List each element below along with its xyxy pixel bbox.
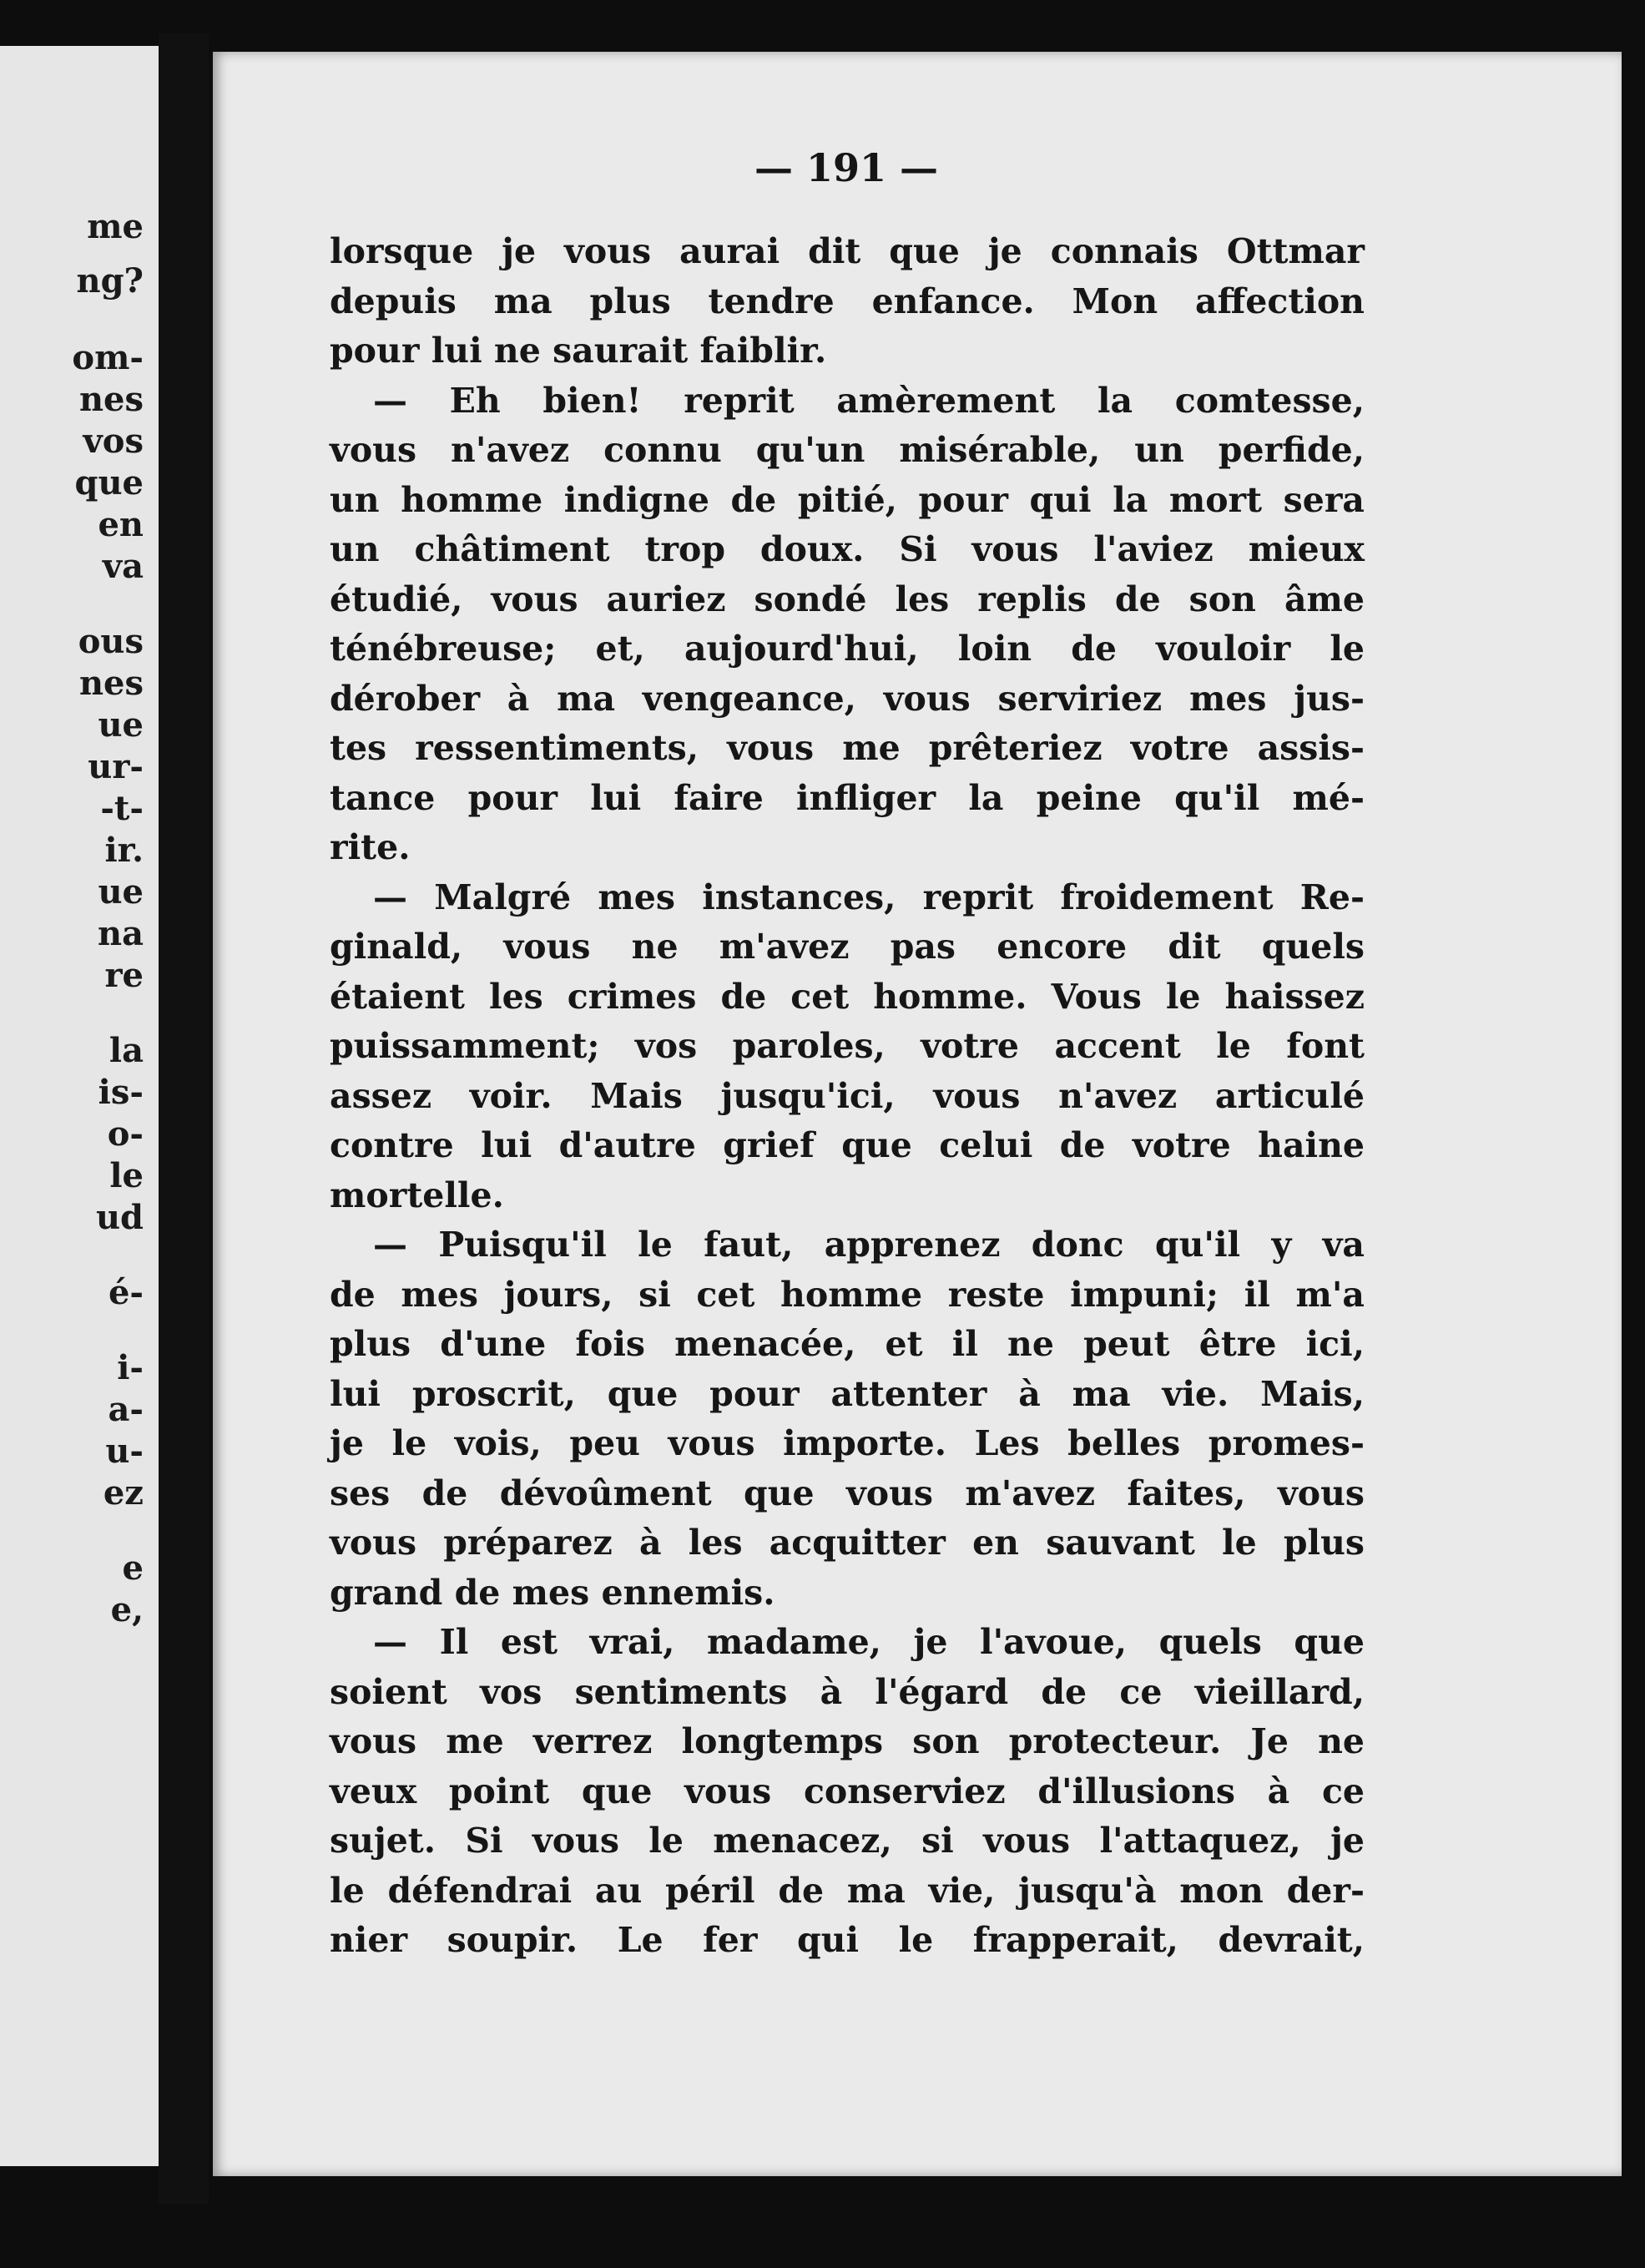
left-page-text-fragment: é- bbox=[108, 1273, 144, 1312]
left-page-text-fragment: ous bbox=[78, 622, 144, 661]
left-page-text-fragment: a- bbox=[108, 1390, 144, 1429]
left-page-text-fragment: ez bbox=[103, 1473, 144, 1513]
left-page-text-fragment: va bbox=[102, 547, 144, 586]
text-line: dérober à ma vengeance, vous serviriez mes jus- bbox=[330, 678, 1365, 719]
left-page-margin bbox=[0, 46, 159, 2166]
text-line: plus d'une fois menacée, et il ne peut être ici, bbox=[330, 1324, 1365, 1364]
main-page bbox=[213, 52, 1622, 2176]
text-line: sujet. Si vous le menacez, si vous l'attaquez, je bbox=[330, 1821, 1365, 1861]
left-page-text-fragment: u- bbox=[105, 1432, 144, 1471]
left-page-text-fragment: que bbox=[74, 463, 144, 503]
text-line: — Eh bien! reprit amèrement la comtesse, bbox=[373, 380, 1365, 421]
text-line: rite. bbox=[330, 827, 411, 867]
left-page-text-fragment: nes bbox=[78, 380, 144, 419]
text-line: tes ressentiments, vous me prêteriez votre assis- bbox=[330, 728, 1365, 768]
text-line: vous me verrez longtemps son protecteur. Je ne bbox=[330, 1721, 1365, 1761]
left-page-text-fragment: ur- bbox=[88, 747, 144, 786]
left-page-text-fragment: re bbox=[104, 956, 144, 995]
text-line: un châtiment trop doux. Si vous l'aviez mieux bbox=[330, 529, 1365, 569]
text-line: depuis ma plus tendre enfance. Mon affection bbox=[330, 280, 1365, 321]
left-page-text-fragment: vos bbox=[83, 422, 144, 461]
left-page-text-fragment: om- bbox=[72, 338, 144, 377]
text-line: ténébreuse; et, aujourd'hui, loin de vouloir le bbox=[330, 629, 1365, 669]
text-line: étaient les crimes de cet homme. Vous le haissez bbox=[330, 976, 1365, 1017]
left-page-text-fragment: e bbox=[122, 1548, 144, 1588]
text-line: étudié, vous auriez sondé les replis de son âme bbox=[330, 578, 1365, 619]
text-line: ses de dévoûment que vous m'avez faites, vous bbox=[330, 1472, 1365, 1513]
text-line: je le vois, peu vous importe. Les belles promes- bbox=[330, 1423, 1365, 1463]
left-page-text-fragment: e, bbox=[110, 1590, 144, 1629]
text-line: ginald, vous ne m'avez pas encore dit quels bbox=[330, 927, 1365, 967]
scan-corner-artifact bbox=[1583, 2216, 1633, 2256]
left-page-text-fragment: ue bbox=[98, 705, 144, 745]
left-page-text-fragment: -t- bbox=[100, 789, 144, 828]
text-line: — Puisqu'il le faut, apprenez donc qu'il y va bbox=[373, 1225, 1365, 1265]
book-gutter bbox=[159, 33, 209, 2204]
text-line: puissamment; vos paroles, votre accent le font bbox=[330, 1026, 1365, 1066]
text-line: le défendrai au péril de ma vie, jusqu'à mon der- bbox=[330, 1870, 1365, 1911]
text-line: vous préparez à les acquitter en sauvant le plus bbox=[330, 1523, 1365, 1563]
text-line: tance pour lui faire infliger la peine qu'il mé- bbox=[330, 777, 1365, 818]
left-page-text-fragment: i- bbox=[117, 1348, 144, 1387]
left-page-text-fragment: nes bbox=[78, 664, 144, 703]
left-page-text-fragment: le bbox=[109, 1156, 144, 1195]
left-page-text-fragment: na bbox=[98, 914, 144, 953]
text-line: vous n'avez connu qu'un misérable, un perfide, bbox=[330, 430, 1365, 470]
text-line: contre lui d'autre grief que celui de votre haine bbox=[330, 1125, 1365, 1165]
left-page-text-fragment: ir. bbox=[104, 831, 144, 870]
left-page-text-fragment: ue bbox=[98, 872, 144, 912]
left-page-text-fragment: ng? bbox=[76, 261, 144, 301]
left-page-text-fragment: me bbox=[87, 207, 144, 246]
page-body-text bbox=[330, 227, 1365, 1966]
text-line: pour lui ne saurait faiblir. bbox=[330, 331, 827, 371]
left-page-text-fragment: o- bbox=[107, 1114, 144, 1154]
left-page-text-fragment: is- bbox=[98, 1073, 144, 1112]
left-page-text-fragment: la bbox=[108, 1031, 144, 1070]
text-line: — Malgré mes instances, reprit froidement Re- bbox=[373, 876, 1365, 917]
text-line: un homme indigne de pitié, pour qui la mort sera bbox=[330, 479, 1365, 520]
text-line: lorsque je vous aurai dit que je connais Ottmar bbox=[330, 231, 1365, 271]
left-page-text-fragment: ud bbox=[95, 1198, 144, 1237]
page-number-header: — 191 — bbox=[754, 145, 939, 190]
text-line: — Il est vrai, madame, je l'avoue, quels que bbox=[373, 1622, 1365, 1662]
text-line: lui proscrit, que pour attenter à ma vie. Mais, bbox=[330, 1373, 1365, 1414]
left-page-text-fragment: en bbox=[98, 505, 144, 544]
text-line: veux point que vous conserviez d'illusions à ce bbox=[330, 1770, 1365, 1811]
text-line: de mes jours, si cet homme reste impuni; il m'a bbox=[330, 1274, 1365, 1315]
text-line: mortelle. bbox=[330, 1174, 504, 1215]
text-line: grand de mes ennemis. bbox=[330, 1572, 775, 1613]
text-line: soient vos sentiments à l'égard de ce vieillard, bbox=[330, 1671, 1365, 1712]
text-line: nier soupir. Le fer qui le frapperait, devrait, bbox=[330, 1920, 1365, 1960]
text-line: assez voir. Mais jusqu'ici, vous n'avez articulé bbox=[330, 1075, 1365, 1116]
